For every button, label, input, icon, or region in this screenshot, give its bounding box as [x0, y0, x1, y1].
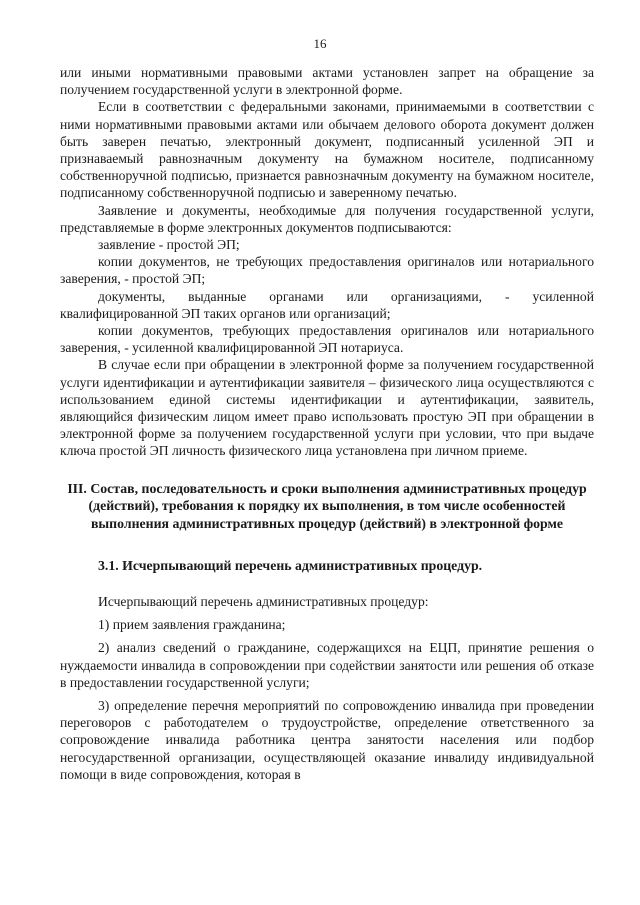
paragraph: Заявление и документы, необходимые для получения государственной услуги, представляемые в форме электронных документов подписываются:: [60, 202, 594, 235]
list-item: 3) определение перечня мероприятий по сопровождению инвалида при проведении переговоров с работодателем о трудоустройстве, определение ответственного за сопровождение инвалида работника центра занятости населения или подбор негосударственной организации, осуществляющей оказание инвалиду индивидуальной помощи в виде сопровождения, которая в: [60, 698, 594, 782]
list-item: 1) прием заявления гражданина;: [98, 617, 286, 633]
paragraph: Исчерпывающий перечень административных процедур:: [98, 594, 429, 610]
list-item: документы, выданные органами или организациями, - усиленной квалифицированной ЭП таких органов или организаций;: [60, 288, 594, 321]
paragraph: или иными нормативными правовыми актами установлен запрет на обращение за получением государственной услуги в электронной форме.: [60, 65, 594, 98]
document-body: [60, 64, 594, 783]
list-item: копии документов, требующих предоставления оригиналов или нотариального заверения, - усиленной квалифицированной ЭП нотариуса.: [60, 323, 594, 356]
list-item: копии документов, не требующих предоставления оригиналов или нотариального заверения, - простой ЭП;: [60, 254, 594, 287]
list-item: заявление - простой ЭП;: [98, 237, 240, 253]
list-item: 2) анализ сведений о гражданине, содержащихся на ЕЦП, принятие решения о нуждаемости инвалида в сопровождении при содействии занятости или решения об отказе в предоставлении государственной услуги;: [60, 640, 594, 690]
paragraph: Если в соответствии с федеральными законами, принимаемыми в соответствии с ними нормативными правовыми актами или обычаем делового оборота документ должен быть заверен печатью, электронный документ, подписанный усиленной ЭП и признаваемый равнозначным документу на бумажном носителе, подписанному собственноручной подписью, признается равнозначным документу на бумажном носителе, подписанному собственноручной подписью и заверенному печатью.: [60, 99, 594, 201]
page-number: 16: [313, 36, 327, 51]
subsection-heading: 3.1. Исчерпывающий перечень административных процедур.: [98, 558, 483, 574]
paragraph: В случае если при обращении в электронной форме за получением государственной услуги идентификации и аутентификации заявителя – физического лица осуществляются с использованием единой системы идентификации и аутентификации, заявитель, являющийся физическим лицом имеет право использовать простую ЭП при обращении в электронной форме за получением государственной услуги при условии, что при выдаче ключа простой ЭП личность физического лица установлена при личном приеме.: [60, 357, 594, 459]
section-heading: III. Состав, последовательность и сроки выполнения административных процедур (действий), требования к порядку их выполнения, в том числе особенностей выполнения административных процедур (действий) в электронной форме: [67, 480, 587, 532]
